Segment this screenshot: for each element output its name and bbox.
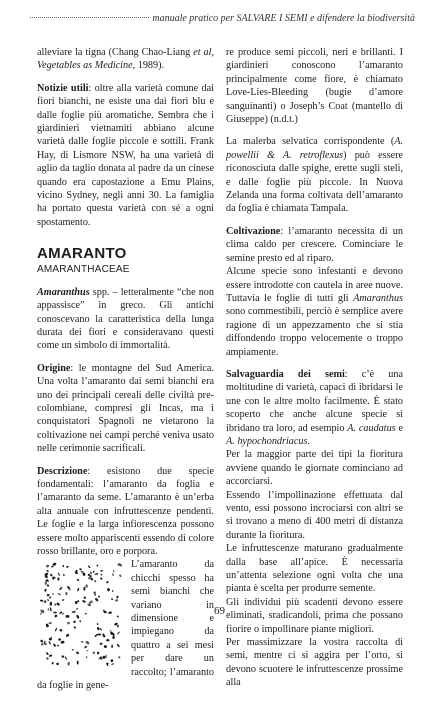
descrizione-label: Descrizione xyxy=(37,465,88,477)
seed-dot xyxy=(47,599,49,601)
seed-dot xyxy=(117,625,119,628)
seed-dot xyxy=(73,621,76,624)
seed-dot xyxy=(85,656,87,658)
seed-dot xyxy=(56,663,59,666)
seed-dot xyxy=(46,652,49,656)
origine-label: Origine xyxy=(37,362,71,374)
seed-dot xyxy=(84,646,88,649)
seed-dot xyxy=(90,572,92,575)
seed-dot xyxy=(87,566,90,569)
seed-dot xyxy=(112,574,114,577)
header-dotted-leader xyxy=(30,17,149,18)
infruttescenze-paragraph: Le infruttescenze maturano gradualmente dalla base all’apice. È necessaria un’attenta selezione ogni volta che una pianta è scelta per produrre semente. xyxy=(226,543,403,595)
impollinazione-paragraph: Essendo l’impollinazione effettuata dal vento, essi possono incrociarsi con altri se si trovano a meno di 400 metri di distanza durante la fioritura. xyxy=(226,489,403,541)
seed-dot xyxy=(48,622,52,625)
seed-dot xyxy=(52,593,54,596)
seed-dot xyxy=(92,651,95,654)
seed-dot xyxy=(46,658,49,661)
seed-dot xyxy=(45,581,47,585)
seed-dot xyxy=(116,596,119,599)
seed-dot xyxy=(111,599,114,601)
seed-dot xyxy=(47,594,50,597)
raccolta-paragraph: Per massimizzare la vostra raccolta di semi, mentre ci si aggira per l’orto, si devono scuotere le infruttescenze prossime alla xyxy=(226,637,403,689)
salvaguardia-paragraph: Salvaguardia dei semi: c’è una moltitudine di varietà, capaci di ibridarsi le une con le altre molto facilmente. È stato scoperto che anche alcune specie si ibridano tra loro, ad esempio A. caudatus e A. hypochondriacus. xyxy=(226,368,403,447)
seed-dot xyxy=(50,574,53,577)
seed-dot xyxy=(116,644,120,648)
seed-dot xyxy=(107,588,110,592)
seed-dot xyxy=(97,652,100,655)
seed-dot xyxy=(85,585,87,588)
seed-dot xyxy=(112,636,116,640)
origine-paragraph: Origine: le montagne del Sud America. Una volta l’amaranto dai semi bianchi era uno dei principali cereali delle civiltà pre-colombiane, compresi gli Incas, ma i conquistatori Spagnoli ne vietarono la coltivazione nei campi perché veniva usato nelle cerimonie sacrificali. xyxy=(37,362,214,455)
seed-dot xyxy=(53,644,56,648)
right-column xyxy=(226,46,403,690)
seed-dot xyxy=(57,578,60,581)
seed-dot xyxy=(64,656,67,660)
intro-paragraph: alleviare la tigna (Chang Chao-Liang et al, Vegetables as Medicine, 1989). xyxy=(37,47,214,72)
seed-dot xyxy=(62,599,65,601)
seed-dot xyxy=(77,588,80,592)
salvaguardia-label: Salvaguardia dei semi xyxy=(226,368,345,380)
seed-dot xyxy=(118,656,121,659)
seed-dot xyxy=(81,641,84,644)
seed-dot xyxy=(105,655,107,659)
seed-dot xyxy=(40,600,44,603)
notizie-label: Notizie utili xyxy=(37,82,89,94)
seed-dot xyxy=(66,566,69,568)
seed-dot xyxy=(86,650,88,652)
seed-dot xyxy=(57,645,60,647)
individui-paragraph: Gli individui più scadenti devono essere eliminati, sradicandoli, prima che possano fiorire o impollinare piante migliori. xyxy=(226,596,403,635)
seed-dot xyxy=(97,565,99,567)
page-number: 69 xyxy=(214,605,225,617)
seed-dot xyxy=(65,592,67,595)
seed-dot xyxy=(111,663,114,665)
seed-dot xyxy=(92,571,95,574)
seed-dot xyxy=(73,626,76,629)
seed-dot xyxy=(100,577,103,580)
seed-dot xyxy=(79,568,82,570)
coltivazione-paragraph-2: Alcune specie sono infestanti e devono essere introdotte con cautela in aree nuove. Tuttavia le foglie di tutti gli Amaranthus sono commestibili, perciò è semplice avere ragione di un appezzamento che si stia diffondendo troppo velocemente o troppo ampiamente. xyxy=(226,266,403,358)
seed-dot xyxy=(60,641,64,645)
seed-dot xyxy=(76,579,79,582)
notizie-paragraph: Notizie utili: oltre alla varietà comune dai fiori bianchi, ne esiste una dai fiori blu e dalle foglie più aromatiche. Sembra che i giardinieri vietnamiti abbiano alcune varietà dalle foglie piccole e sottili. Frank Hay, di Lismore NSW, ha una varietà di aglio da taglio donata al padre da un cinese quando era capostazione a Emu Plains, vicino Sydney, negli anni 30. La famiglia ha portato questa varietà con sé a ogni spostamento. xyxy=(37,82,214,228)
seed-dot xyxy=(67,662,70,666)
seed-dot xyxy=(109,630,111,632)
malerba-paragraph: La malerba selvatica corrispondente (A. powellii & A. retroflexus) può essere riconosciuta dalle spighe, erette sugli steli, e dalle foglie più piccole. In Nuova Zelanda una forma coltivata dell’amaranto da foglia è chiamata Tampala. xyxy=(226,136,404,215)
coltivazione-paragraph: Coltivazione: l’amaranto necessita di un clima caldo per crescere. Cominciare le semine presto ed al riparo. xyxy=(226,225,403,264)
seed-dot xyxy=(99,628,102,631)
seed-dot xyxy=(119,574,122,577)
continuation-paragraph: re produce semi piccoli, neri e brillanti. I giardinieri conoscono l’amaranto principalmente come fiore, è chiamato Love-Lies-Bleeding (bugie d’amore sanguinanti) o Joseph’s Coat (mantello di Giuseppe) (n.d.t.) xyxy=(226,47,403,126)
seed-dot xyxy=(49,655,53,658)
seed-dot xyxy=(113,571,115,573)
descrizione-paragraph: Descrizione: esistono due specie fondamentali: l’amaranto da foglia e l’amaranto da seme. L’amaranto è un’erba alta annuale con infruttescenze pendenti. Le foglie e la larga infiorescenza possono essere molto appariscenti essendo di colore rosso brillante, oro e porpora. xyxy=(37,465,214,557)
seed-dot xyxy=(59,587,63,591)
fioritura-paragraph: Per la maggior parte dei tipi la fioritura avviene quando le giornate cominciano ad accorciarsi. xyxy=(226,449,403,488)
seed-dot xyxy=(82,572,86,576)
running-title: manuale pratico per SALVARE I SEMI e difendere la biodiversità xyxy=(152,13,415,24)
seed-dot xyxy=(57,573,60,577)
seed-dot xyxy=(98,596,100,598)
seed-dot xyxy=(44,589,46,592)
left-column xyxy=(37,46,214,701)
seed-dot xyxy=(79,620,81,622)
seed-dot xyxy=(82,600,86,603)
section-title: AMARANTO xyxy=(37,245,127,263)
seed-dot xyxy=(100,570,103,572)
seed-dot xyxy=(77,661,79,665)
seed-dot xyxy=(59,629,62,632)
seed-dot xyxy=(116,631,120,635)
seed-dot xyxy=(103,645,107,649)
seed-dot xyxy=(48,641,51,645)
seed-dot xyxy=(81,571,83,573)
section-family: AMARANTHACEAE xyxy=(37,264,130,276)
seed-dot xyxy=(94,573,98,575)
seed-dot xyxy=(83,597,86,600)
genus-paragraph: Amaranthus spp. – letteralmente “che non appassisce” in greco. Gli antichi conoscevano la caratteristica della lunga durata dei fiori e consideravano questi come un simbolo di immortalità. xyxy=(37,286,214,352)
seed-dot xyxy=(49,597,52,600)
seed-dot xyxy=(110,659,114,663)
seed-dot xyxy=(94,580,97,583)
seed-dot xyxy=(51,566,54,568)
seed-dot xyxy=(46,565,50,569)
seed-dot xyxy=(46,570,48,572)
seed-dot xyxy=(96,623,99,625)
coltivazione-label: Coltivazione xyxy=(226,225,281,237)
seed-dot xyxy=(46,585,49,588)
seed-dot xyxy=(52,563,57,567)
seed-dot xyxy=(112,590,114,592)
seed-dot xyxy=(111,645,113,649)
seed-dot xyxy=(115,599,118,602)
seed-dot xyxy=(99,643,102,646)
seed-dot xyxy=(51,662,53,665)
seed-dot xyxy=(106,581,109,584)
seed-dot xyxy=(43,600,47,604)
seed-dot xyxy=(40,643,44,647)
seed-dot xyxy=(94,598,98,603)
seed-dot xyxy=(77,601,79,603)
seed-dot xyxy=(55,628,58,632)
seed-dot xyxy=(40,640,43,644)
seed-dot xyxy=(100,574,102,576)
float-paragraph: L’amaranto da chicchi spesso ha semi bianchi che variano in dimensione e impiegano da quattro a sei mesi per dare un raccolto; l’amaranto da foglie in gene- xyxy=(37,559,214,692)
seed-dot xyxy=(45,624,49,628)
seed-dot xyxy=(102,656,106,660)
seed-dot xyxy=(62,565,64,568)
seed-dot xyxy=(67,622,70,625)
seed-dot xyxy=(63,574,66,576)
seed-dot xyxy=(72,649,74,650)
running-header xyxy=(30,13,415,24)
seed-dot xyxy=(57,593,61,596)
seed-dot xyxy=(61,655,65,659)
genus-name: Amaranthus xyxy=(37,286,90,298)
